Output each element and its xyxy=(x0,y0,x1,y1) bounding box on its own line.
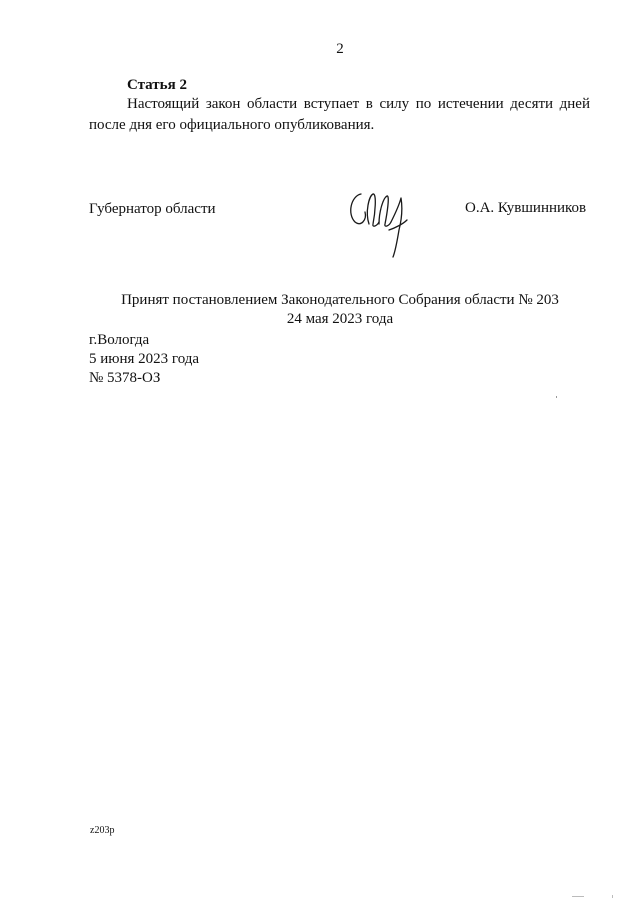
article-text-line-1: Настоящий закон области вступает в силу по истечении десяти дней xyxy=(127,96,590,112)
article-body xyxy=(89,94,590,136)
scan-speck xyxy=(572,896,584,897)
scan-speck xyxy=(556,396,557,398)
article-heading: Статья 2 xyxy=(127,77,187,93)
place-date-number xyxy=(89,331,199,388)
handwritten-signature xyxy=(343,184,415,260)
article-text-line-2: после дня его официального опубликования. xyxy=(89,117,375,133)
page-number: 2 xyxy=(336,41,344,57)
document-code: z203p xyxy=(90,825,115,836)
signatory-title: Губернатор области xyxy=(89,201,216,217)
scan-speck xyxy=(612,895,613,898)
law-number: № 5378-ОЗ xyxy=(89,370,161,386)
city: г.Вологда xyxy=(89,332,150,348)
signing-date: 5 июня 2023 года xyxy=(89,351,200,367)
signatory-name: О.А. Кувшинников xyxy=(465,200,587,216)
adoption-note xyxy=(0,291,640,329)
adoption-line-1: Принят постановлением Законодательного Собрания области № 203 xyxy=(121,292,559,308)
adoption-line-2: 24 мая 2023 года xyxy=(286,311,394,327)
